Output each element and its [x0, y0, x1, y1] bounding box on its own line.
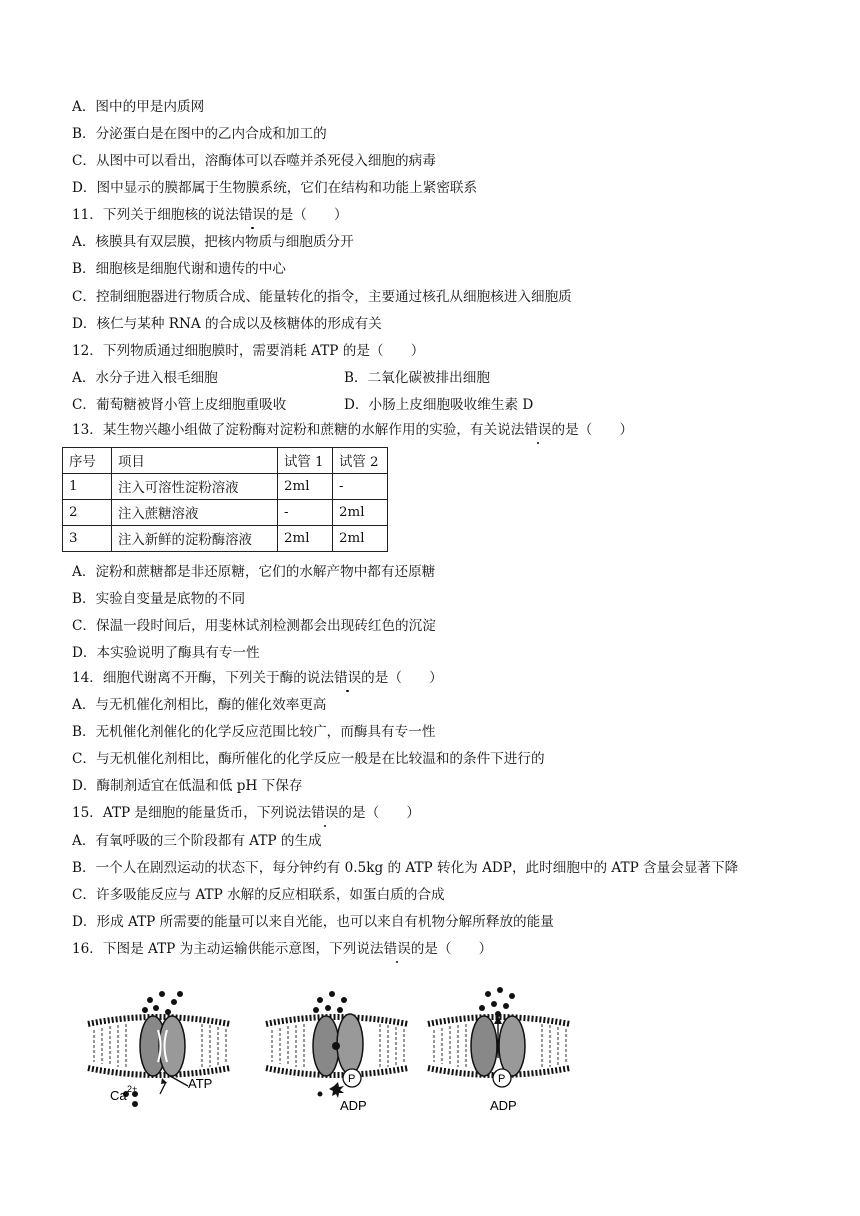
table-row	[63, 500, 388, 526]
q15-stem: 15．ATP 是细胞的能量货币，下列说法错误的是（ ）	[72, 805, 420, 821]
q15-option-c: C．许多吸能反应与 ATP 水解的反应相联系，如蛋白质的合成	[72, 887, 445, 903]
table-row	[63, 474, 388, 500]
q11-option-a: A．核膜具有双层膜，把核内物质与细胞质分开	[72, 234, 354, 250]
q12-option-b: B．二氧化碳被排出细胞	[344, 370, 490, 386]
q11-option-c: C．控制细胞器进行物质合成、能量转化的指令，主要通过核孔从细胞核进入细胞质	[72, 289, 572, 305]
table-cell: 注入可溶性淀粉溶液	[112, 474, 278, 500]
membrane-panel-2	[266, 991, 408, 1112]
q15-option-d: D．形成 ATP 所需要的能量可以来自光能，也可以来自有机物分解所释放的能量	[72, 914, 554, 930]
q16-stem: 16．下图是 ATP 为主动运输供能示意图，下列说法错误的是（ ）	[72, 941, 493, 957]
phosphate-label: P	[498, 1073, 506, 1085]
experiment-table	[62, 447, 388, 552]
q12-option-d: D．小肠上皮细胞吸收维生素 D	[344, 397, 534, 413]
adp-label: ADP	[340, 1098, 367, 1112]
q13-option-a: A．淀粉和蔗糖都是非还原糖，它们的水解产物中都有还原糖	[72, 564, 436, 580]
atp-label: ATP	[188, 1076, 213, 1091]
q13-stem: 13．某生物兴趣小组做了淀粉酶对淀粉和蔗糖的水解作用的实验，有关说法错误的是（ ）	[72, 422, 634, 438]
table-header-cell: 试管 1	[278, 448, 333, 474]
table-cell: 1	[63, 474, 112, 500]
membrane-panel-3	[428, 987, 570, 1112]
q14-option-d: D．酶制剂适宜在低温和低 pH 下保存	[72, 778, 303, 794]
q13-option-c: C．保温一段时间后，用斐林试剂检测都会出现砖红色的沉淀	[72, 618, 436, 634]
q11-stem: 11．下列关于细胞核的说法错误的是（ ）	[72, 207, 348, 223]
table-cell: 注入蔗糖溶液	[112, 500, 278, 526]
q11-option-b: B．细胞核是细胞代谢和遗传的中心	[72, 261, 286, 277]
table-header-row	[63, 448, 388, 474]
q14-option-c: C．与无机催化剂相比，酶所催化的化学反应一般是在比较温和的条件下进行的	[72, 751, 545, 767]
atp-transport-figure	[80, 982, 780, 1112]
table-cell: 2ml	[278, 526, 333, 552]
adp-label: ADP	[490, 1098, 517, 1112]
table-cell: 2ml	[333, 500, 388, 526]
table-cell: 3	[63, 526, 112, 552]
phosphate-label: P	[348, 1073, 356, 1085]
q15-option-a: A．有氧呼吸的三个阶段都有 ATP 的生成	[72, 833, 322, 849]
table-cell: 2ml	[278, 474, 333, 500]
q10-option-b: B．分泌蛋白是在图中的乙内合成和加工的	[72, 126, 327, 142]
table-cell: 注入新鲜的淀粉酶溶液	[112, 526, 278, 552]
table-cell: -	[333, 474, 388, 500]
q13-option-b: B．实验自变量是底物的不同	[72, 591, 246, 607]
table-header-cell: 序号	[63, 448, 112, 474]
table-cell: 2ml	[333, 526, 388, 552]
ca-ion-charge-label: 2+	[127, 1084, 138, 1094]
q10-option-d: D．图中显示的膜都属于生物膜系统，它们在结构和功能上紧密联系	[72, 180, 478, 196]
ca-ion-label: Ca	[110, 1088, 127, 1103]
table-cell: 2	[63, 500, 112, 526]
table-cell: -	[278, 500, 333, 526]
q12-option-c: C．葡萄糖被肾小管上皮细胞重吸收	[72, 397, 287, 413]
q14-option-a: A．与无机催化剂相比，酶的催化效率更高	[72, 697, 327, 713]
table-row	[63, 526, 388, 552]
table-header-cell: 试管 2	[333, 448, 388, 474]
q10-option-a: A．图中的甲是内质网	[72, 99, 205, 115]
membrane-panel-1	[88, 991, 230, 1107]
q12-option-a: A．水分子进入根毛细胞	[72, 370, 218, 386]
q10-option-c: C．从图中可以看出，溶酶体可以吞噬并杀死侵入细胞的病毒	[72, 153, 436, 169]
q12-stem: 12．下列物质通过细胞膜时，需要消耗 ATP 的是（ ）	[72, 343, 425, 359]
q11-option-d: D．核仁与某种 RNA 的合成以及核糖体的形成有关	[72, 316, 382, 332]
q13-option-d: D．本实验说明了酶具有专一性	[72, 645, 260, 661]
q14-option-b: B．无机催化剂催化的化学反应范围比较广，而酶具有专一性	[72, 724, 436, 740]
table-header-cell: 项目	[112, 448, 278, 474]
q15-option-b: B．一个人在剧烈运动的状态下，每分钟约有 0.5kg 的 ATP 转化为 ADP，此时细胞中的 ATP 含量会显著下降	[72, 860, 739, 876]
q14-stem: 14．细胞代谢离不开酶，下列关于酶的说法错误的是（ ）	[72, 670, 443, 686]
